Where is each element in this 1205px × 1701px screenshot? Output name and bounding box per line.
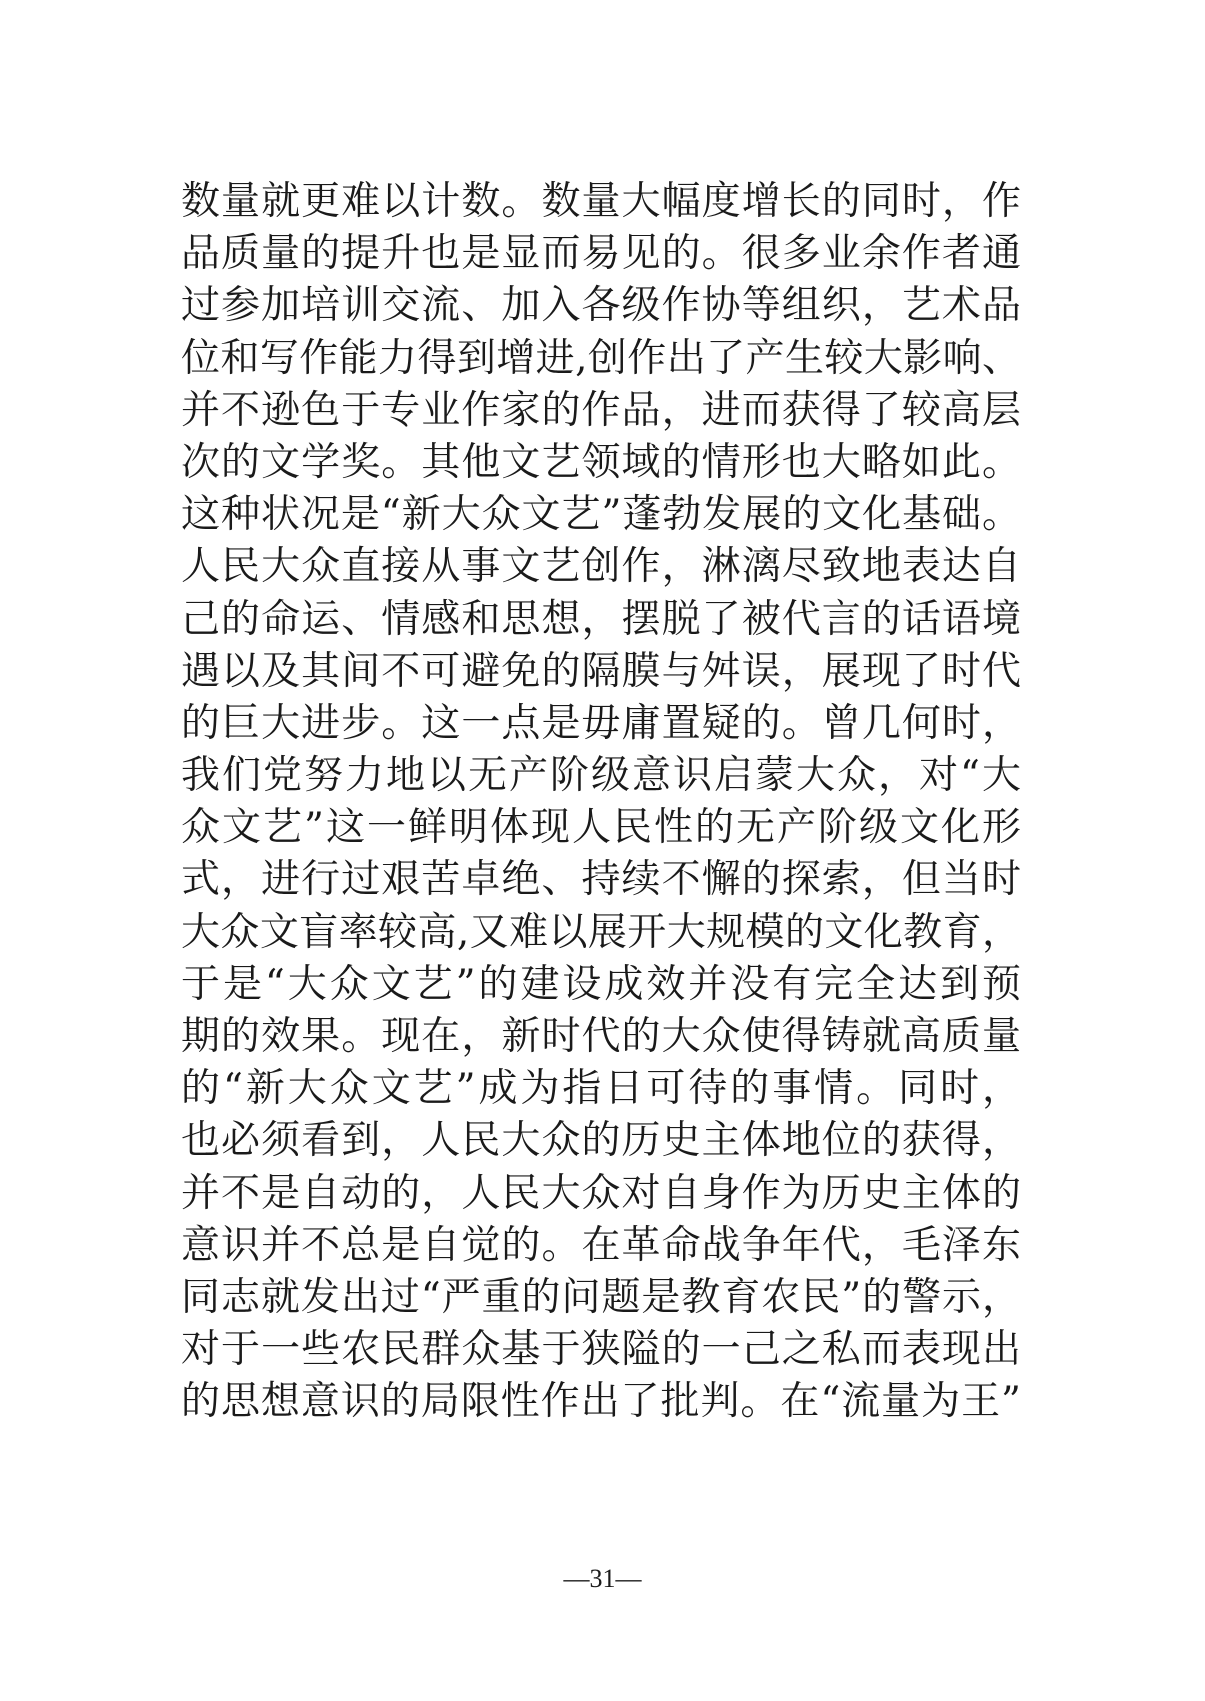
body-text — [181, 176, 1021, 1429]
text-line: 品质量的提升也是显而易见的。很多业余作者通 — [181, 231, 1021, 277]
text-line: 这种状况是“新大众文艺”蓬勃发展的文化基础。 — [181, 492, 1021, 538]
text-line: 并不逊色于专业作家的作品，进而获得了较高层 — [181, 387, 1021, 433]
text-line: 众文艺”这一鲜明体现人民性的无产阶级文化形 — [181, 805, 1021, 851]
text-line: 也必须看到，人民大众的历史主体地位的获得， — [181, 1118, 1021, 1164]
text-line: 遇以及其间不可避免的隔膜与舛误，展现了时代 — [181, 648, 1021, 694]
text-line: 数量就更难以计数。数量大幅度增长的同时，作 — [181, 179, 1021, 224]
text-line: 期的效果。现在，新时代的大众使得铸就高质量 — [181, 1014, 1021, 1059]
text-line: 过参加培训交流、加入各级作协等组织，艺术品 — [181, 283, 1021, 329]
text-line: 式，进行过艰苦卓绝、持续不懈的探索，但当时 — [181, 857, 1021, 903]
text-line: 大众文盲率较高,又难以展开大规模的文化教育， — [181, 909, 1021, 955]
text-line: 的巨大进步。这一点是毋庸置疑的。曾几何时， — [181, 700, 1021, 746]
text-line: 并不是自动的，人民大众对自身作为历史主体的 — [181, 1170, 1021, 1216]
text-line: 对于一些农民群众基于狭隘的一己之私而表现出 — [181, 1327, 1021, 1373]
text-line: 我们党努力地以无产阶级意识启蒙大众，对“大 — [181, 753, 1021, 799]
text-line: 己的命运、情感和思想，摆脱了被代言的话语境 — [181, 596, 1021, 642]
text-line: 的思想意识的局限性作出了批判。在“流量为王” — [181, 1379, 1021, 1425]
text-line: 的“新大众文艺”成为指日可待的事情。同时， — [181, 1066, 1021, 1112]
page-number: —31— — [563, 1564, 642, 1593]
text-line: 于是“大众文艺”的建设成效并没有完全达到预 — [181, 961, 1021, 1007]
text-line: 位和写作能力得到增进,创作出了产生较大影响、 — [181, 335, 1021, 381]
text-line: 次的文学奖。其他文艺领域的情形也大略如此。 — [181, 439, 1021, 485]
text-line: 意识并不总是自觉的。在革命战争年代，毛泽东 — [181, 1222, 1021, 1268]
text-line: 人民大众直接从事文艺创作，淋漓尽致地表达自 — [181, 544, 1021, 590]
text-line: 同志就发出过“严重的问题是教育农民”的警示， — [181, 1274, 1021, 1320]
